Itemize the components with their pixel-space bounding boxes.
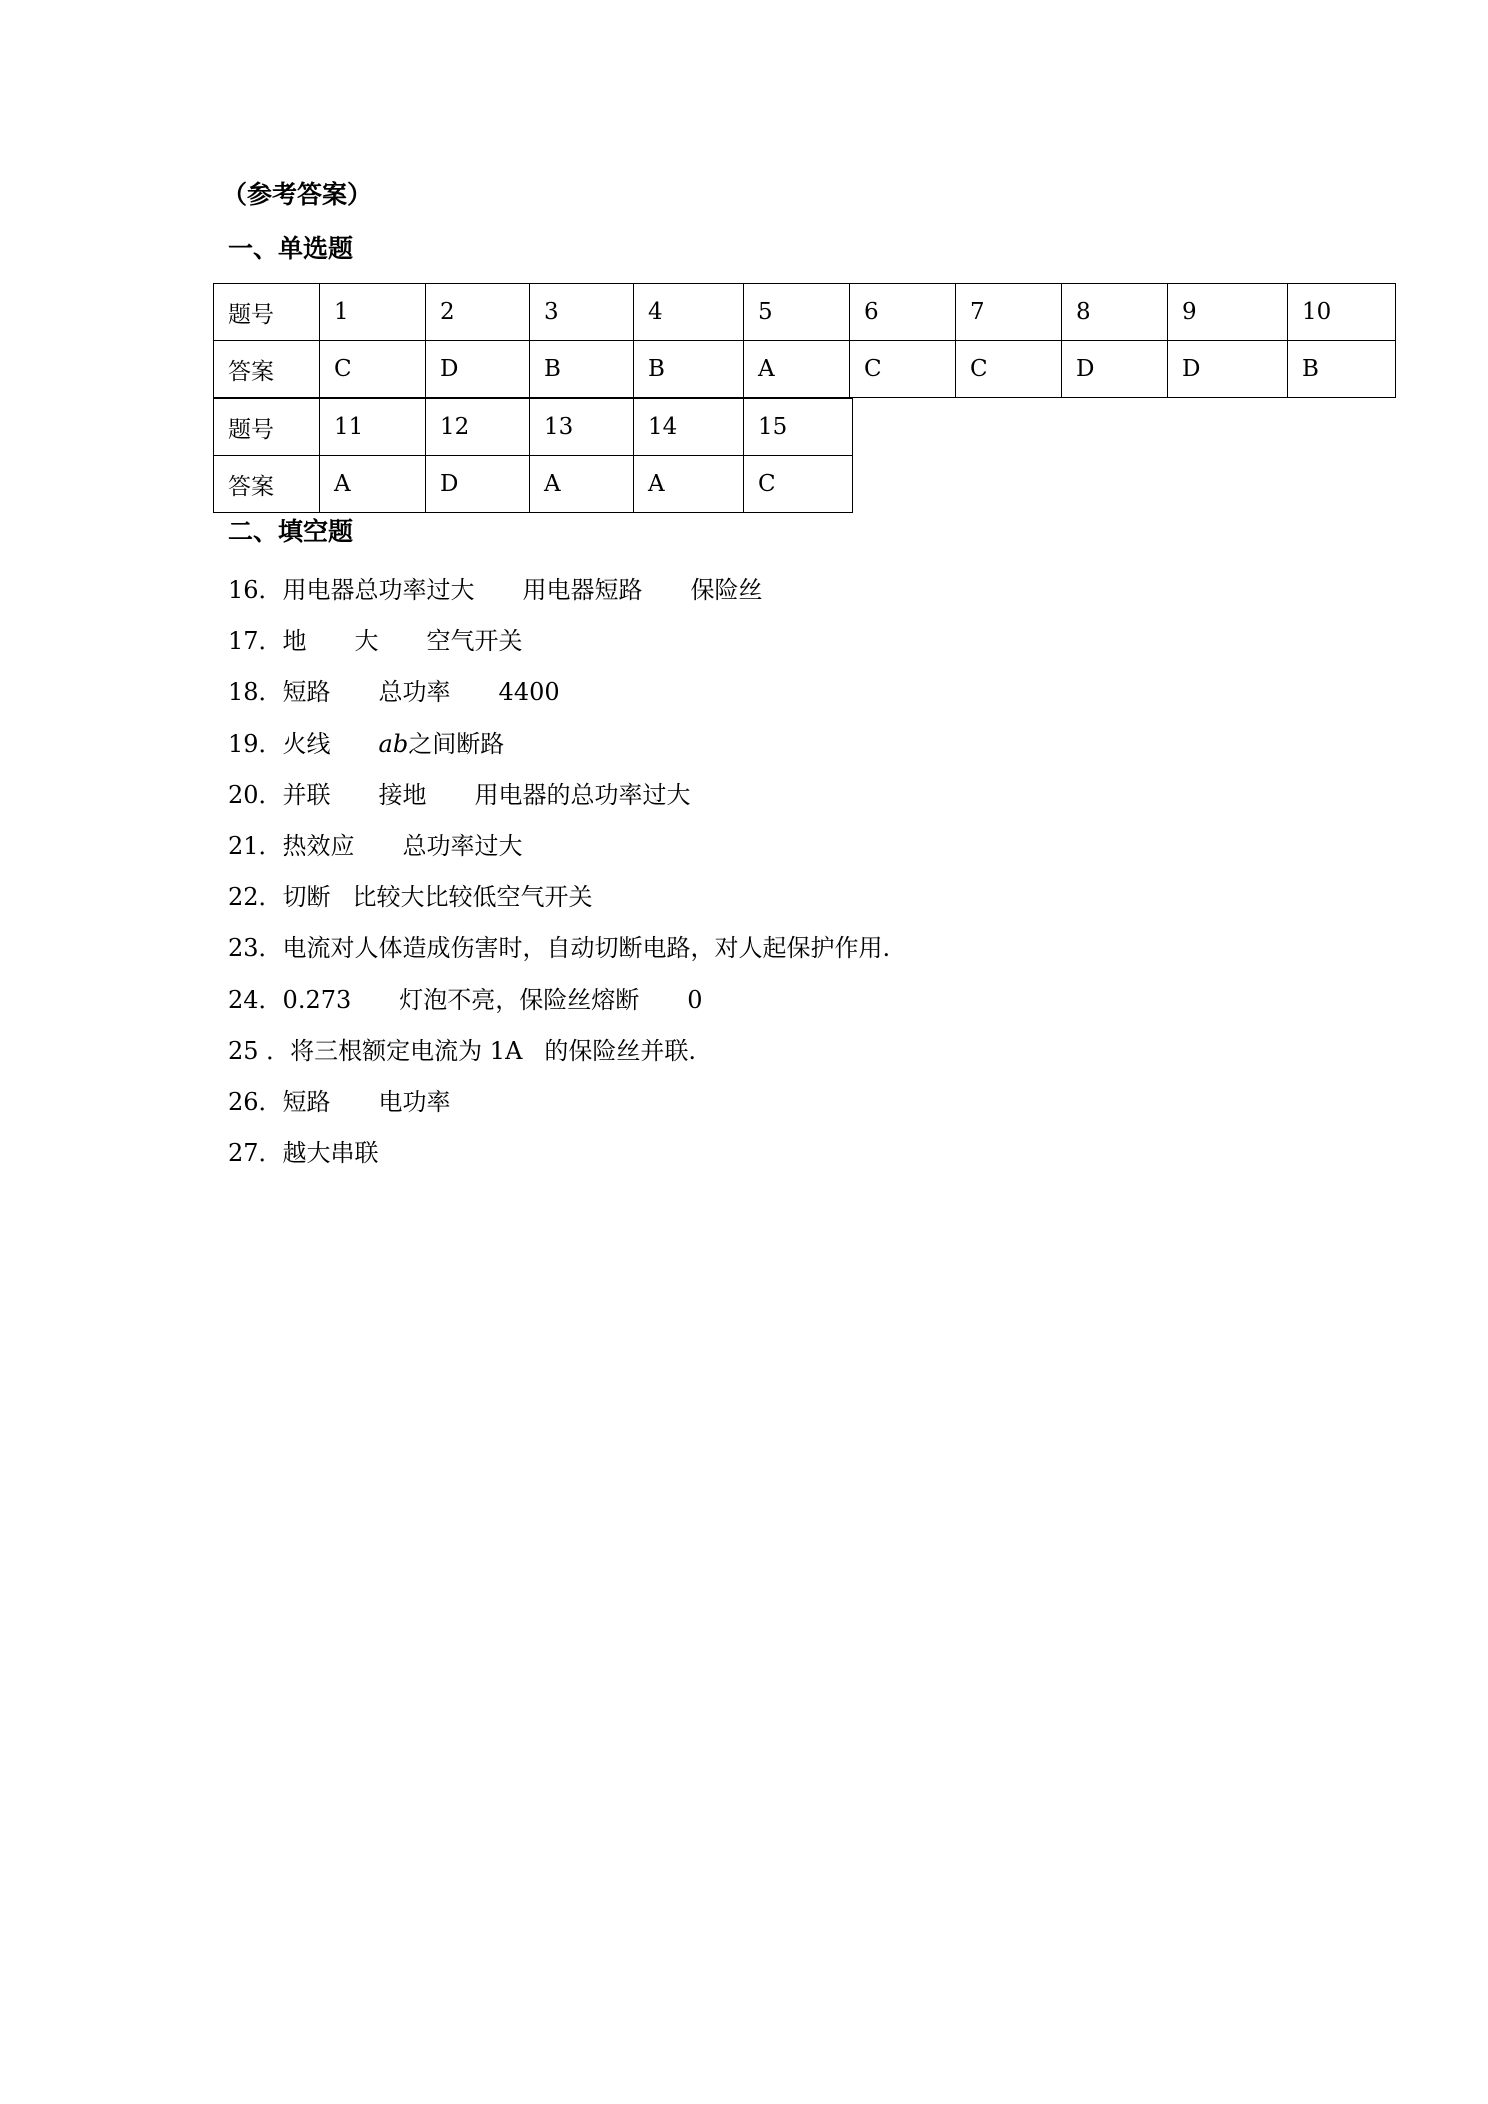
answer-text: 0.273 [282,985,352,1014]
item-number: 16． [228,576,283,604]
row-label: 题号 [214,399,320,456]
answer-item-25 [228,1026,890,1077]
answer-item-21 [228,821,890,872]
answer-text: 将三根额定电流为 1A [290,1036,523,1065]
item-number: 21． [228,831,283,860]
answer-text: 短路 [282,678,331,707]
table-cell: C [320,341,426,398]
item-number: 20． [228,780,283,809]
answer-item-24 [228,975,890,1026]
row-label: 答案 [214,341,320,398]
table-cell: 3 [530,284,634,341]
table-cell: 6 [850,284,956,341]
row-label: 题号 [214,284,320,341]
table-cell: B [1288,341,1396,398]
answer-text: 大 [354,627,379,656]
answer-item-22 [228,872,890,923]
table-row [214,341,1396,398]
answer-item-16 [228,565,890,616]
item-number: 18． [228,678,283,707]
answer-text: 地 [282,627,307,656]
answer-text: 用电器总功率过大 [282,576,475,604]
single-choice-table-1 [213,283,1396,398]
table-cell: 1 [320,284,426,341]
table-cell: 4 [634,284,744,341]
row-label: 答案 [214,456,320,513]
answer-text: 空气开关 [426,627,523,656]
answer-item-18 [228,667,890,718]
table-cell: 2 [426,284,530,341]
table-cell: D [426,456,530,513]
table-cell: A [744,341,850,398]
table-cell: 12 [426,399,530,456]
table-cell: C [956,341,1062,398]
table-row [214,284,1396,341]
table-cell: A [634,456,744,513]
item-number: 19． [228,729,283,758]
table-cell: 7 [956,284,1062,341]
table-cell: C [850,341,956,398]
answer-text: 短路 [282,1087,331,1116]
table-cell: A [530,456,634,513]
answer-text: 越大串联 [282,1139,379,1168]
answer-text: 的保险丝并联. [544,1036,697,1065]
answer-text: 并联 [282,780,331,809]
single-choice-heading: 一、单选题 [228,234,354,263]
table-cell: 9 [1168,284,1288,341]
item-number: 17． [228,627,283,656]
item-number: 22． [228,883,283,912]
document-title: （参考答案） [222,180,373,209]
table-cell: D [1062,341,1168,398]
item-number: 23． [228,934,283,963]
table-cell: 14 [634,399,744,456]
answer-text: 总功率过大 [402,831,523,860]
item-number: 25 ． [228,1036,291,1065]
table-cell: D [1168,341,1288,398]
answer-item-23 [228,923,890,974]
answer-item-19 [228,719,890,770]
table-cell: B [634,341,744,398]
table-row [214,456,853,513]
answer-text: 火线 [282,729,331,758]
answer-text: 热效应 [282,831,355,860]
answer-text: 用电器的总功率过大 [474,780,691,809]
table-cell: 5 [744,284,850,341]
table-cell: D [426,341,530,398]
answer-text: 4400 [498,678,560,707]
answer-text: 之间断路 [408,729,505,758]
table-cell: 13 [530,399,634,456]
item-number: 27． [228,1139,283,1168]
answer-text: 总功率 [378,678,451,707]
table-cell: C [744,456,853,513]
answer-text: 电功率 [378,1087,451,1116]
answer-text: 保险丝 [690,576,763,604]
answer-text-italic: ab [378,729,409,758]
table-cell: 8 [1062,284,1168,341]
fill-blank-heading: 二、填空题 [228,517,354,546]
answer-text: 电流对人体造成伤害时，自动切断电路，对人起保护作用. [282,934,891,963]
answer-item-20 [228,770,890,821]
table-cell: 11 [320,399,426,456]
item-number: 24． [228,985,283,1014]
answer-text: 接地 [378,780,427,809]
table-cell: A [320,456,426,513]
fill-blank-answer-list [228,565,890,1179]
answer-item-27 [228,1128,890,1179]
answer-text: 用电器短路 [522,576,643,604]
table-row [214,399,853,456]
answer-text: 0 [687,985,703,1014]
answer-text: 比较大比较低空气开关 [352,883,593,912]
table-cell: 10 [1288,284,1396,341]
table-cell: B [530,341,634,398]
table-cell: 15 [744,399,853,456]
single-choice-table-2 [213,398,853,513]
answer-item-17 [228,616,890,667]
item-number: 26． [228,1087,283,1116]
answer-text: 灯泡不亮，保险丝熔断 [399,985,640,1014]
answer-item-26 [228,1077,890,1128]
answer-text: 切断 [282,883,331,912]
